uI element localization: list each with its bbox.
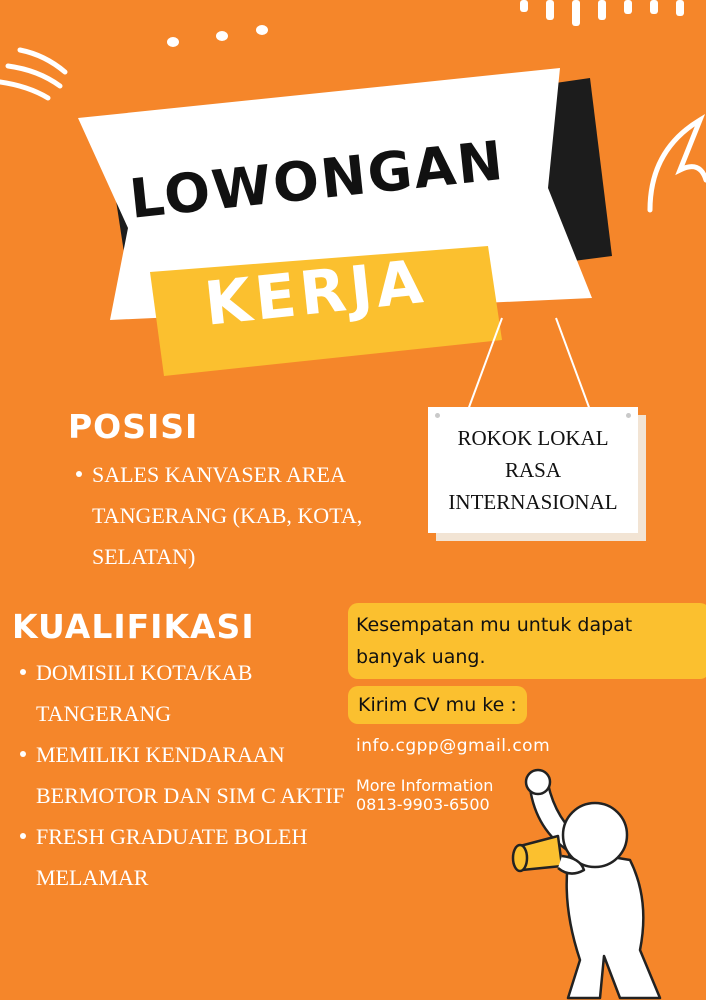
title-kerja: KERJA xyxy=(201,246,430,340)
posisi-list xyxy=(74,454,394,577)
more-info-label: More Information xyxy=(356,776,494,795)
sign-line: ROKOK LOKAL xyxy=(457,426,609,450)
list-item: FRESH GRADUATE BOLEH MELAMAR xyxy=(18,816,348,898)
megaphone-illustration xyxy=(500,760,700,1000)
pin-icon xyxy=(626,413,631,418)
contact-phone[interactable]: 0813-9903-6500 xyxy=(356,795,490,814)
opportunity-callout: Kesempatan mu untuk dapat banyak uang. xyxy=(348,603,706,679)
contact-email[interactable]: info.cgpp@gmail.com xyxy=(356,736,551,756)
contact-more-info xyxy=(356,776,493,814)
sign-line: INTERNASIONAL xyxy=(448,490,618,514)
send-cv-callout: Kirim CV mu ke : xyxy=(348,686,527,724)
kualifikasi-list xyxy=(18,652,348,898)
title-lowongan: LOWONGAN xyxy=(126,128,508,231)
kualifikasi-heading: KUALIFIKASI xyxy=(12,607,255,646)
pin-icon xyxy=(435,413,440,418)
posisi-heading: POSISI xyxy=(68,407,199,446)
title-ribbon xyxy=(0,0,706,420)
list-item: DOMISILI KOTA/KAB TANGERANG xyxy=(18,652,348,734)
list-item: SALES KANVASER AREA TANGERANG (KAB, KOTA, SELATAN) xyxy=(74,454,394,577)
sign-line: RASA xyxy=(504,458,562,482)
hanging-sign xyxy=(428,407,638,533)
list-item: MEMILIKI KENDARAAN BERMOTOR DAN SIM C AKTIF xyxy=(18,734,348,816)
